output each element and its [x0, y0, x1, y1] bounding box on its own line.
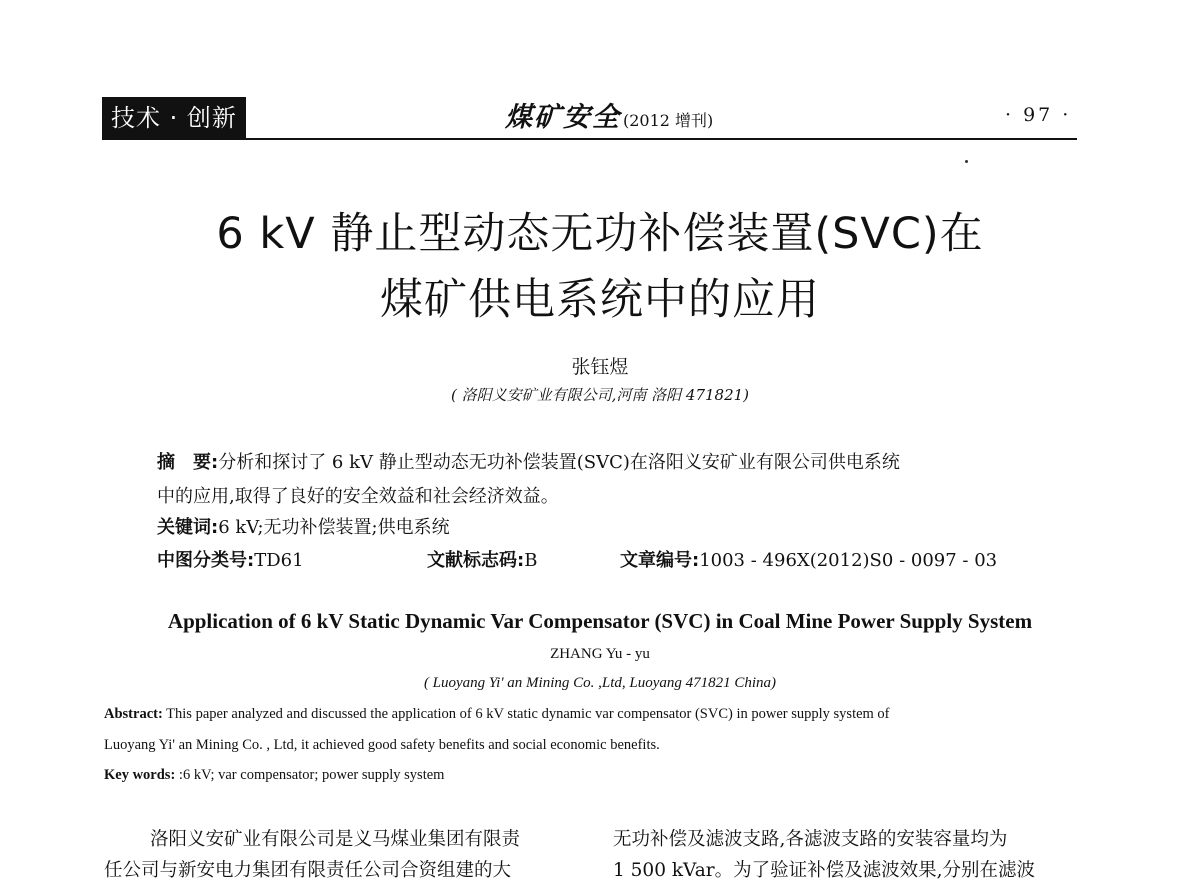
- en-abstract-line1: [104, 706, 890, 723]
- en-abstract-line2: Luoyang Yi' an Mining Co. , Ltd, it achieved good safety benefits and social economic benefits.: [104, 737, 660, 753]
- article-title-line1: 6 kV 静止型动态无功补偿装置(SVC)在: [216, 209, 984, 259]
- doc-code-value: B: [524, 550, 538, 571]
- header-rule: [102, 138, 1077, 140]
- body-col1-line1: 洛阳义安矿业有限公司是义马煤业集团有限责: [150, 829, 521, 850]
- zh-keywords-text: 6 kV;无功补偿装置;供电系统: [218, 517, 450, 538]
- en-abstract-text: This paper analyzed and discussed the application of 6 kV static dynamic var compensator (SVC) in power supply system of: [162, 706, 890, 722]
- zh-abstract-text: 分析和探讨了 6 kV 静止型动态无功补偿装置(SVC)在洛阳义安矿业有限公司供电系统: [218, 452, 900, 473]
- zh-keywords-label: 关键词:: [157, 517, 219, 538]
- journal-header: [505, 98, 713, 138]
- journal-name: 煤矿安全: [505, 102, 621, 133]
- zh-abstract-line1: [157, 448, 900, 474]
- section-tag: 技术 · 创新: [102, 97, 246, 139]
- article-number: [620, 546, 997, 572]
- en-author: ZHANG Yu - yu: [550, 646, 650, 662]
- clc-value: TD61: [254, 550, 304, 571]
- classification-line: [157, 546, 304, 572]
- page-number: · 97 ·: [1005, 104, 1072, 126]
- en-keywords: [104, 767, 444, 784]
- en-abstract-label: Abstract:: [104, 706, 163, 722]
- article-number-label: 文章编号:: [620, 550, 700, 571]
- en-keywords-text: :6 kV; var compensator; power supply system: [175, 767, 445, 783]
- article-number-value: 1003 - 496X(2012)S0 - 0097 - 03: [699, 550, 998, 571]
- body-col2-line2: 1 500 kVar。为了验证补偿及滤波效果,分别在滤波: [613, 860, 1035, 881]
- doc-code-label: 文献标志码:: [427, 550, 525, 571]
- body-col1-line2: 任公司与新安电力集团有限责任公司合资组建的大: [104, 860, 512, 881]
- doc-code: [427, 546, 537, 572]
- zh-abstract-label: 摘 要:: [157, 452, 219, 473]
- author: 张钰煜: [571, 356, 629, 378]
- en-title: Application of 6 kV Static Dynamic Var Compensator (SVC) in Coal Mine Power Supply System: [167, 609, 1033, 633]
- zh-abstract-line2: 中的应用,取得了良好的安全效益和社会经济效益。: [157, 486, 559, 507]
- affiliation: ( 洛阳义安矿业有限公司,河南 洛阳 471821): [450, 386, 750, 404]
- scan-speck: [965, 160, 968, 163]
- en-affiliation: ( Luoyang Yi' an Mining Co. ,Ltd, Luoyang 471821 China): [423, 675, 777, 691]
- article-title-line2: 煤矿供电系统中的应用: [380, 275, 820, 325]
- body-col2-line1: 无功补偿及滤波支路,各滤波支路的安装容量均为: [613, 829, 1008, 850]
- en-keywords-label: Key words:: [104, 767, 176, 783]
- zh-keywords: [157, 513, 450, 539]
- journal-issue: (2012 增刊): [623, 111, 714, 130]
- clc-label: 中图分类号:: [157, 550, 255, 571]
